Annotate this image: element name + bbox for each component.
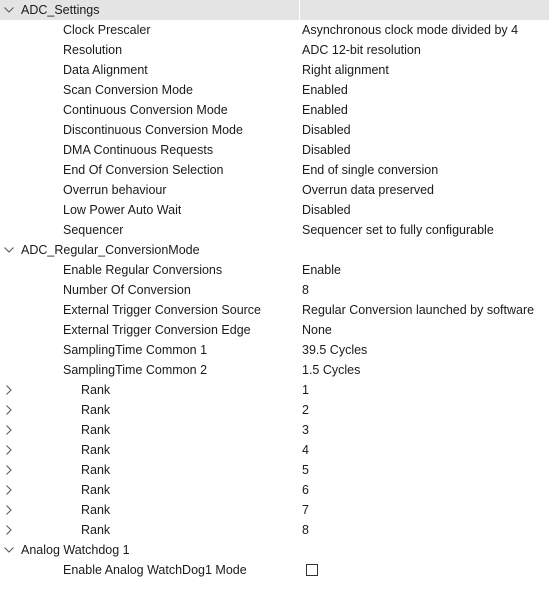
param-value[interactable]: Enabled — [302, 103, 348, 117]
rank-row-3[interactable] — [0, 420, 549, 440]
rank-row-7[interactable] — [0, 500, 549, 520]
param-value[interactable]: Regular Conversion launched by software — [302, 303, 535, 317]
param-name: Low Power Auto Wait — [63, 203, 182, 217]
group-label: Analog Watchdog 1 — [21, 543, 130, 557]
checkbox-icon[interactable] — [306, 564, 318, 576]
param-value[interactable]: 39.5 Cycles — [302, 343, 368, 357]
param-row-low-power-auto-wait[interactable] — [0, 200, 549, 220]
rank-value[interactable]: 2 — [302, 403, 309, 417]
param-row-sequencer[interactable] — [0, 220, 549, 240]
rank-label: Rank — [81, 463, 111, 477]
param-name: SamplingTime Common 1 — [63, 343, 208, 357]
param-value[interactable]: Disabled — [302, 203, 351, 217]
param-value[interactable]: Disabled — [302, 143, 351, 157]
rank-value[interactable]: 4 — [302, 443, 309, 457]
param-row-resolution[interactable] — [0, 40, 549, 60]
param-name: Continuous Conversion Mode — [63, 103, 228, 117]
chevron-right-icon[interactable] — [3, 440, 15, 460]
rank-label: Rank — [81, 503, 111, 517]
param-name: End Of Conversion Selection — [63, 163, 224, 177]
param-name: Data Alignment — [63, 63, 148, 77]
param-row-dma-continuous-requests[interactable] — [0, 140, 549, 160]
param-value[interactable]: Overrun data preserved — [302, 183, 435, 197]
chevron-right-icon[interactable] — [3, 520, 15, 540]
param-value[interactable]: Asynchronous clock mode divided by 4 — [302, 23, 519, 37]
param-row-enable-regular-conversions[interactable] — [0, 260, 549, 280]
rank-row-8[interactable] — [0, 520, 549, 540]
param-name: Clock Prescaler — [63, 23, 151, 37]
param-row-scan-conversion-mode[interactable] — [0, 80, 549, 100]
rank-row-2[interactable] — [0, 400, 549, 420]
column-divider — [299, 0, 300, 20]
rank-label: Rank — [81, 523, 111, 537]
rank-row-6[interactable] — [0, 480, 549, 500]
chevron-down-icon[interactable] — [3, 0, 15, 20]
group-adc-regular-conversion-mode[interactable] — [0, 240, 549, 260]
param-row-samplingtime-common-1[interactable] — [0, 340, 549, 360]
param-value[interactable]: Sequencer set to fully configurable — [302, 223, 494, 237]
param-value[interactable]: Enabled — [302, 83, 348, 97]
rank-row-4[interactable] — [0, 440, 549, 460]
rank-label: Rank — [81, 443, 111, 457]
chevron-right-icon[interactable] — [3, 500, 15, 520]
rank-label: Rank — [81, 483, 111, 497]
param-name: Sequencer — [63, 223, 124, 237]
chevron-down-icon[interactable] — [3, 540, 15, 560]
group-analog-watchdog-1[interactable] — [0, 540, 549, 560]
group-label: ADC_Settings — [21, 3, 100, 17]
rank-value[interactable]: 8 — [302, 523, 309, 537]
rank-value[interactable]: 5 — [302, 463, 309, 477]
param-value[interactable]: Disabled — [302, 123, 351, 137]
rank-value[interactable]: 3 — [302, 423, 309, 437]
param-name: External Trigger Conversion Source — [63, 303, 262, 317]
rank-label: Rank — [81, 403, 111, 417]
param-name: SamplingTime Common 2 — [63, 363, 208, 377]
param-value[interactable]: Enable — [302, 263, 341, 277]
chevron-right-icon[interactable] — [3, 460, 15, 480]
param-name: External Trigger Conversion Edge — [63, 323, 251, 337]
param-row-overrun-behaviour[interactable] — [0, 180, 549, 200]
chevron-right-icon[interactable] — [3, 380, 15, 400]
param-row-enable-analog-watchdog1-mode[interactable] — [0, 560, 549, 580]
param-row-end-of-conversion-selection[interactable] — [0, 160, 549, 180]
param-name: Number Of Conversion — [63, 283, 191, 297]
param-row-external-trigger-conversion-edge[interactable] — [0, 320, 549, 340]
param-name: DMA Continuous Requests — [63, 143, 214, 157]
param-row-external-trigger-conversion-source[interactable] — [0, 300, 549, 320]
rank-row-5[interactable] — [0, 460, 549, 480]
param-value[interactable]: End of single conversion — [302, 163, 439, 177]
group-adc-settings[interactable] — [0, 0, 549, 20]
param-name: Scan Conversion Mode — [63, 83, 193, 97]
param-value[interactable]: 1.5 Cycles — [302, 363, 361, 377]
param-name: Enable Analog WatchDog1 Mode — [63, 563, 247, 577]
param-row-samplingtime-common-2[interactable] — [0, 360, 549, 380]
param-value[interactable]: 8 — [302, 283, 309, 297]
param-row-discontinuous-conversion-mode[interactable] — [0, 120, 549, 140]
rank-value[interactable]: 6 — [302, 483, 309, 497]
param-name: Enable Regular Conversions — [63, 263, 223, 277]
chevron-down-icon[interactable] — [3, 240, 15, 260]
param-value[interactable]: ADC 12-bit resolution — [302, 43, 421, 57]
param-row-clock-prescaler[interactable] — [0, 20, 549, 40]
rank-row-1[interactable] — [0, 380, 549, 400]
rank-label: Rank — [81, 423, 111, 437]
param-row-number-of-conversion[interactable] — [0, 280, 549, 300]
param-name: Overrun behaviour — [63, 183, 167, 197]
chevron-right-icon[interactable] — [3, 480, 15, 500]
rank-value[interactable]: 1 — [302, 383, 309, 397]
param-value[interactable]: None — [302, 323, 332, 337]
param-row-data-alignment[interactable] — [0, 60, 549, 80]
chevron-right-icon[interactable] — [3, 400, 15, 420]
chevron-right-icon[interactable] — [3, 420, 15, 440]
param-name: Discontinuous Conversion Mode — [63, 123, 243, 137]
group-label: ADC_Regular_ConversionMode — [21, 243, 200, 257]
param-value[interactable]: Right alignment — [302, 63, 389, 77]
param-name: Resolution — [63, 43, 123, 57]
rank-value[interactable]: 7 — [302, 503, 309, 517]
rank-label: Rank — [81, 383, 111, 397]
param-row-continuous-conversion-mode[interactable] — [0, 100, 549, 120]
